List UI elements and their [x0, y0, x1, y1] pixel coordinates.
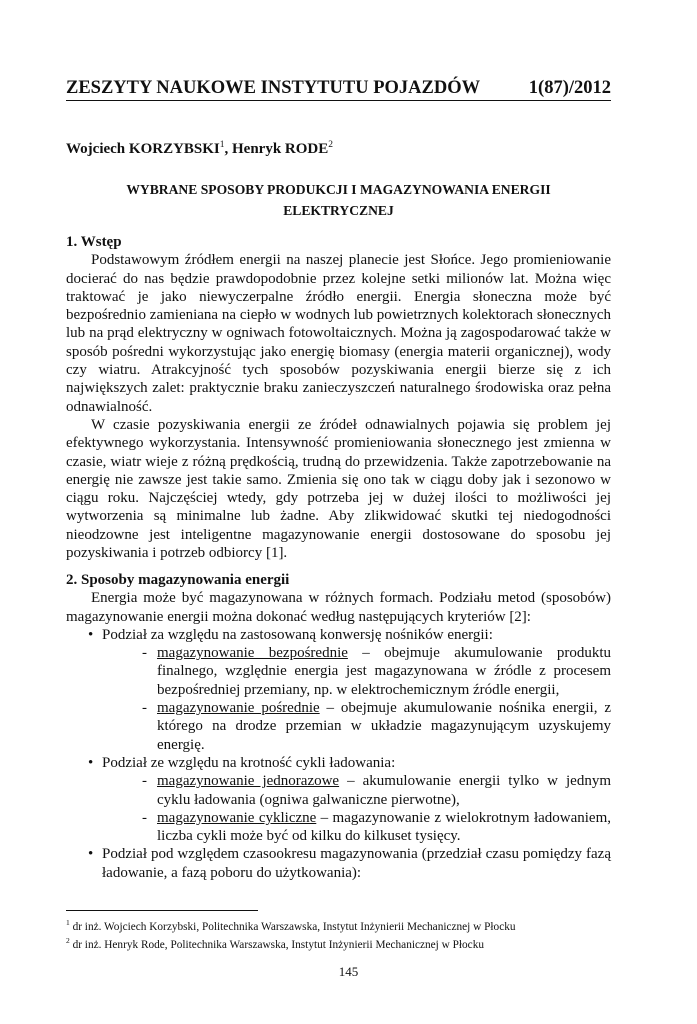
author-2: Henryk RODE: [232, 141, 329, 157]
page-number: 145: [338, 964, 359, 979]
dash-icon: -: [142, 809, 147, 826]
footnote-2-mark: 2: [66, 935, 70, 945]
issue-number: 1(87)/2012: [528, 78, 611, 98]
section-introduction: [66, 233, 611, 562]
section-heading-intro: 1. Wstęp: [66, 234, 122, 250]
term-indirect-storage: magazynowanie pośrednie: [157, 700, 320, 717]
term-single-description: – akumulowanie energii tylko w jednym cyklu ładowania (ogniwa galwaniczne pierwotne),: [157, 773, 611, 808]
footnote-1: [66, 916, 626, 934]
intro-paragraph-1: Podstawowym źródłem energii na naszej planecie jest Słońce. Jego promieniowanie docierać do nas będzie prawdopodobnie przez kolejne setki milionów lat. Można więc traktować je jako niewyczerpalne źródło energii. Energia słoneczna może być bezpośrednio zamieniana na ciepło w wodnych lub powietrznych kolektorach słonecznych lub na prąd elektryczny w ogniwach fotowoltaicznych. Można ją zagospodarować także w sposób pośredni wykorzystując jako energię biomasy (energia materii organicznej), wody czy wiatru. Atrakcyjność tych sposobów pozyskiwania energii bierze się z ich największych zalet: praktycznie braku zanieczyszczeń naturalnego środowiska oraz pełna odnawialność.: [66, 252, 611, 415]
footnote-1-mark: 1: [66, 918, 70, 927]
author-2-footnote-mark: 2: [328, 140, 334, 150]
section-storage-methods: [66, 571, 611, 882]
author-1: Wojciech KORZYBSKI: [66, 141, 220, 157]
footnote-2: [66, 934, 626, 952]
storage-paragraph-1: Energia może być magazynowana w różnych formach. Podziału metod (sposobów) magazynowanie energii można dokonać według następujących kryteriów [2]:: [66, 590, 611, 625]
term-cyclic-description: – magazynowanie z wielokrotnym ładowaniem, liczba cykli może być od kilku do kilkuset tysięcy.: [157, 809, 611, 845]
paper-title-line-1: WYBRANE SPOSOBY PRODUKCJI I MAGAZYNOWANIA ENERGII: [126, 182, 551, 197]
dash-icon: -: [142, 773, 147, 790]
bullet-icon: •: [88, 846, 94, 863]
running-header: [66, 78, 611, 101]
criteria-item-text: Podział ze względu na krotność cykli ładowania:: [102, 754, 396, 771]
sub-item-cyclic: [102, 809, 611, 846]
sub-list: [102, 772, 611, 845]
criteria-list: [66, 626, 611, 882]
bullet-icon: •: [88, 754, 94, 771]
author-separator: ,: [224, 141, 233, 157]
paper-title: [66, 179, 611, 221]
author-line: [66, 140, 333, 158]
term-cyclic-storage: magazynowanie cykliczne: [157, 809, 317, 826]
footnote-divider: [66, 910, 258, 911]
term-single-storage: magazynowanie jednorazowe: [157, 773, 340, 790]
footnote-1-text: dr inż. Wojciech Korzybski, Politechnika Warszawska, Instytut Inżynierii Mechanicznej w Płocku: [69, 920, 516, 933]
section-heading-storage: 2. Sposoby magazynowania energii: [66, 572, 290, 588]
footnotes: [66, 916, 626, 952]
criteria-item-text: Podział pod względem czasookresu magazynowania (przedział czasu pomiędzy fazą ładowanie, a fazą poboru do użytkowania):: [102, 846, 611, 881]
criteria-item-cycles: [66, 754, 611, 845]
journal-title: ZESZYTY NAUKOWE INSTYTUTU POJAZDÓW: [66, 78, 481, 98]
dash-icon: -: [142, 645, 147, 662]
paper-title-line-2: ELEKTRYCZNEJ: [283, 203, 394, 218]
term-indirect-description: – obejmuje akumulowanie nośnika energii, z którego na drodze przemian w układzie magazynującym uzyskujemy energię.: [157, 700, 611, 753]
intro-paragraph-2: W czasie pozyskiwania energii ze źródeł odnawialnych pojawia się problem jej efektywnego wykorzystania. Intensywność promieniowania słonecznego jest zmienna w czasie, wiatr wieje z różną prędkością, trudną do przewidzenia. Także zapotrzebowanie na energię nie zawsze jest takie samo. Zmienia się ono tak w ciągu doby jak i sezonowo w ciągu roku. Najczęściej wtedy, gdy potrzeba jej w dużej ilości to możliwości jej wytworzenia są minimalne lub żadne. Aby zlikwidować skutki tej niedogodności nieodzowne jest inteligentne magazynowanie energii dostosowane do sposobu jej pozyskiwania i potrzeb odbiorcy [1].: [66, 416, 611, 562]
footnote-2-text: dr inż. Henryk Rode, Politechnika Warszawska, Instytut Inżynierii Mechanicznej w Płocku: [69, 938, 484, 951]
sub-list: [102, 644, 611, 754]
term-direct-storage: magazynowanie bezpośrednie: [157, 645, 348, 662]
bullet-icon: •: [88, 626, 94, 643]
sub-item-direct: [102, 644, 611, 699]
sub-item-single: [102, 772, 611, 809]
criteria-item-conversion: [66, 626, 611, 754]
author-1-footnote-mark: 1: [219, 140, 225, 150]
term-direct-description: – obejmuje akumulowanie produktu finalnego, względnie energia jest magazynowana w źródle z procesem bezpośredniej przemiany, np. w elektrochemicznym źródle energii,: [157, 645, 611, 698]
criteria-item-text: Podział za względu na zastosowaną konwersję nośników energii:: [102, 626, 493, 643]
criteria-item-period: [66, 845, 611, 882]
dash-icon: -: [142, 700, 147, 717]
sub-item-indirect: [102, 699, 611, 754]
